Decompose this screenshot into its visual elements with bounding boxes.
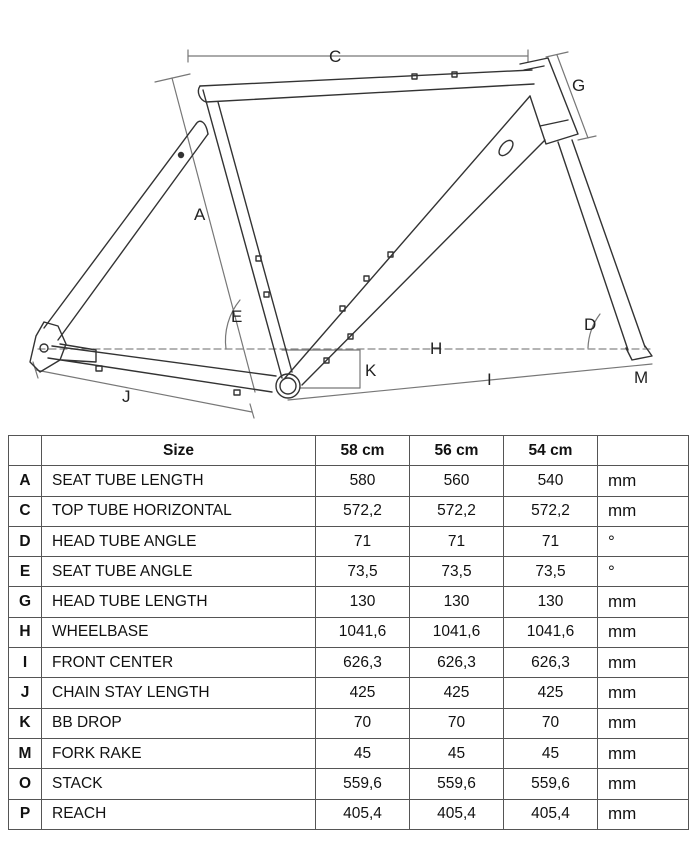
table-row xyxy=(9,708,689,738)
label-j: J xyxy=(122,387,131,406)
row-value-54cm: 540 xyxy=(504,466,598,496)
row-letter: C xyxy=(9,496,42,526)
row-value-58cm: 1041,6 xyxy=(316,617,410,647)
table-row xyxy=(9,769,689,799)
row-value-56cm: 572,2 xyxy=(410,496,504,526)
row-value-54cm: 73,5 xyxy=(504,557,598,587)
row-value-58cm: 130 xyxy=(316,587,410,617)
row-value-54cm: 405,4 xyxy=(504,799,598,829)
row-value-54cm: 71 xyxy=(504,526,598,556)
dimension-c-line xyxy=(188,50,528,62)
row-value-54cm: 130 xyxy=(504,587,598,617)
row-value-56cm: 559,6 xyxy=(410,769,504,799)
row-name: WHEELBASE xyxy=(42,617,316,647)
row-value-58cm: 405,4 xyxy=(316,799,410,829)
row-name: REACH xyxy=(42,799,316,829)
row-value-56cm: 130 xyxy=(410,587,504,617)
row-value-56cm: 45 xyxy=(410,738,504,768)
row-letter: I xyxy=(9,648,42,678)
table-row xyxy=(9,738,689,768)
row-value-58cm: 559,6 xyxy=(316,769,410,799)
row-unit: ° xyxy=(598,557,689,587)
row-letter: J xyxy=(9,678,42,708)
row-letter: A xyxy=(9,466,42,496)
label-h: H xyxy=(430,339,443,358)
row-value-58cm: 572,2 xyxy=(316,496,410,526)
label-m: M xyxy=(634,368,649,387)
row-unit: mm xyxy=(598,496,689,526)
row-value-58cm: 626,3 xyxy=(316,648,410,678)
row-value-56cm: 1041,6 xyxy=(410,617,504,647)
dimension-i-line xyxy=(288,364,652,400)
row-value-56cm: 405,4 xyxy=(410,799,504,829)
row-unit: mm xyxy=(598,678,689,708)
row-unit: mm xyxy=(598,769,689,799)
row-letter: P xyxy=(9,799,42,829)
label-a: A xyxy=(194,205,206,224)
table-row xyxy=(9,617,689,647)
row-name: FORK RAKE xyxy=(42,738,316,768)
row-value-54cm: 45 xyxy=(504,738,598,768)
row-unit: mm xyxy=(598,617,689,647)
row-name: STACK xyxy=(42,769,316,799)
table-row xyxy=(9,557,689,587)
row-unit: mm xyxy=(598,708,689,738)
row-letter: H xyxy=(9,617,42,647)
header-size-58: 58 cm xyxy=(316,436,410,466)
header-size-56: 56 cm xyxy=(410,436,504,466)
label-g: G xyxy=(572,76,586,95)
geometry-table xyxy=(8,435,689,830)
header-size: Size xyxy=(42,436,316,466)
row-name: TOP TUBE HORIZONTAL xyxy=(42,496,316,526)
row-unit: mm xyxy=(598,466,689,496)
dimension-j-line xyxy=(33,362,254,418)
row-value-56cm: 71 xyxy=(410,526,504,556)
label-c: C xyxy=(329,47,342,66)
label-e: E xyxy=(231,307,243,326)
row-value-54cm: 559,6 xyxy=(504,769,598,799)
row-name: HEAD TUBE LENGTH xyxy=(42,587,316,617)
table-header-row xyxy=(9,436,689,466)
row-value-58cm: 70 xyxy=(316,708,410,738)
table-row xyxy=(9,799,689,829)
row-value-54cm: 1041,6 xyxy=(504,617,598,647)
row-name: FRONT CENTER xyxy=(42,648,316,678)
row-value-58cm: 73,5 xyxy=(316,557,410,587)
row-value-56cm: 73,5 xyxy=(410,557,504,587)
label-k: K xyxy=(365,361,377,380)
row-unit: mm xyxy=(598,587,689,617)
header-size-54: 54 cm xyxy=(504,436,598,466)
row-value-58cm: 425 xyxy=(316,678,410,708)
row-name: BB DROP xyxy=(42,708,316,738)
row-name: HEAD TUBE ANGLE xyxy=(42,526,316,556)
row-value-54cm: 626,3 xyxy=(504,648,598,678)
row-unit: mm xyxy=(598,648,689,678)
row-letter: E xyxy=(9,557,42,587)
row-value-58cm: 580 xyxy=(316,466,410,496)
row-unit: mm xyxy=(598,738,689,768)
row-name: SEAT TUBE ANGLE xyxy=(42,557,316,587)
row-letter: M xyxy=(9,738,42,768)
row-name: SEAT TUBE LENGTH xyxy=(42,466,316,496)
label-d: D xyxy=(584,315,597,334)
row-value-56cm: 560 xyxy=(410,466,504,496)
table-row xyxy=(9,648,689,678)
row-value-54cm: 70 xyxy=(504,708,598,738)
header-blank xyxy=(9,436,42,466)
table-row xyxy=(9,496,689,526)
frame-outline xyxy=(30,58,652,398)
row-name: CHAIN STAY LENGTH xyxy=(42,678,316,708)
label-i: I xyxy=(487,370,492,389)
row-unit: mm xyxy=(598,799,689,829)
header-unit xyxy=(598,436,689,466)
row-value-56cm: 626,3 xyxy=(410,648,504,678)
row-letter: D xyxy=(9,526,42,556)
row-value-56cm: 70 xyxy=(410,708,504,738)
row-letter: G xyxy=(9,587,42,617)
row-unit: ° xyxy=(598,526,689,556)
table-row xyxy=(9,587,689,617)
dimension-a-line xyxy=(155,74,255,392)
table-row xyxy=(9,466,689,496)
table-row xyxy=(9,526,689,556)
row-value-54cm: 572,2 xyxy=(504,496,598,526)
table-row xyxy=(9,678,689,708)
row-value-58cm: 71 xyxy=(316,526,410,556)
row-value-56cm: 425 xyxy=(410,678,504,708)
row-value-54cm: 425 xyxy=(504,678,598,708)
dimension-g-line xyxy=(546,52,596,140)
row-letter: O xyxy=(9,769,42,799)
row-letter: K xyxy=(9,708,42,738)
row-value-58cm: 45 xyxy=(316,738,410,768)
